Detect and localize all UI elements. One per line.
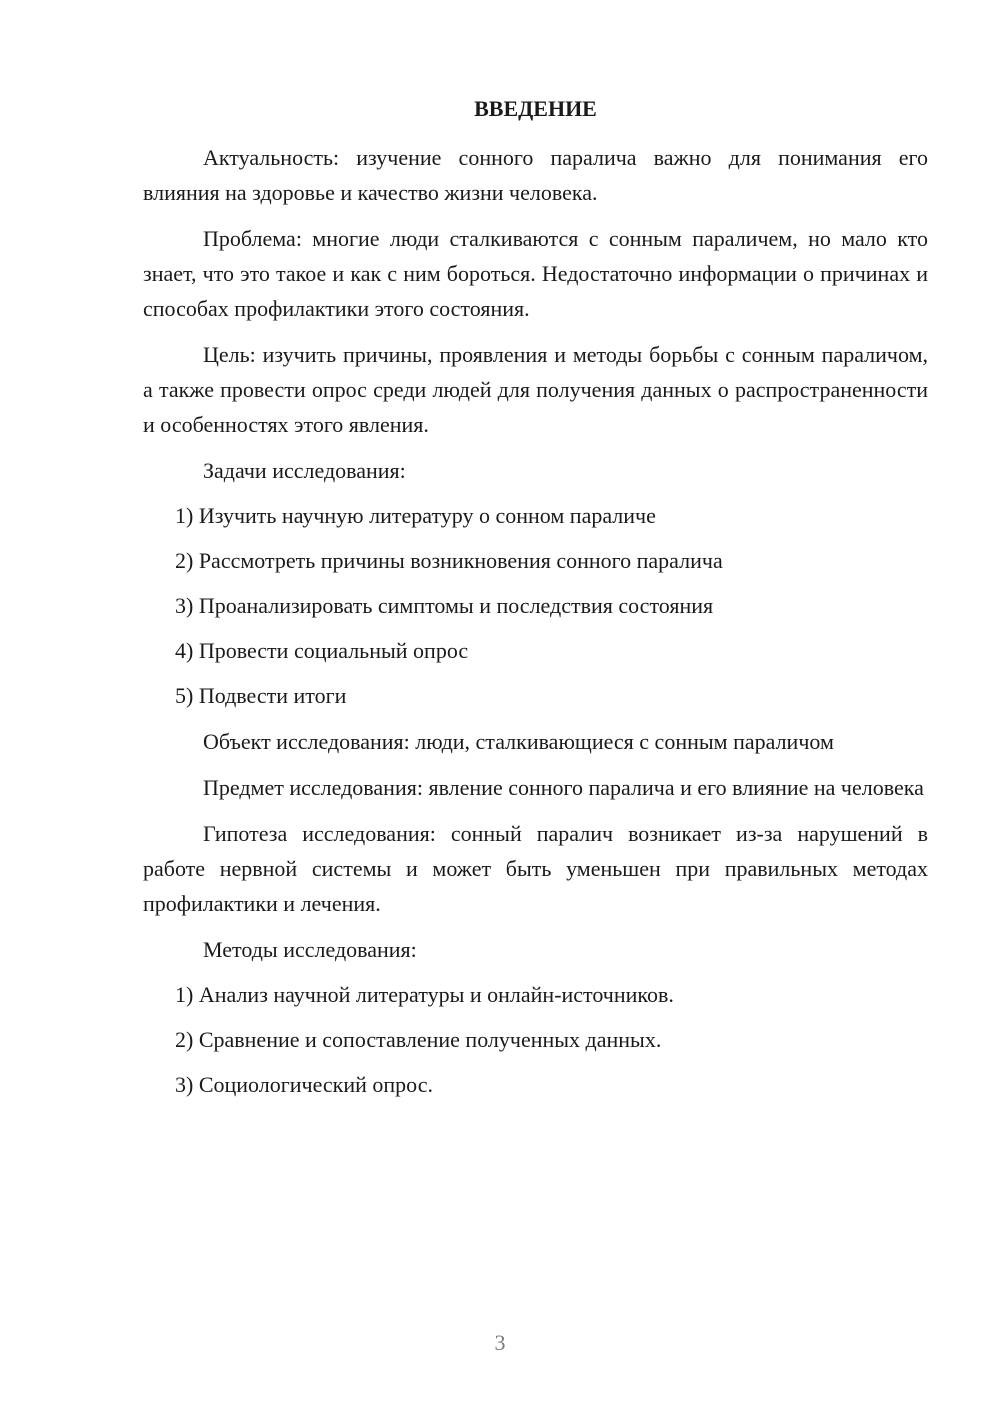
list-item: 1) Изучить научную литературу о сонном параличе bbox=[175, 503, 656, 528]
tasks-heading: Задачи исследования: bbox=[203, 458, 406, 483]
list-item: 5) Подвести итоги bbox=[175, 683, 347, 708]
page-title: ВВЕДЕНИЕ bbox=[474, 96, 597, 121]
document-page bbox=[143, 94, 928, 1113]
relevance-paragraph: Актуальность: изучение сонного паралича важно для понимания его влияния на здоровье и качество жизни человека. bbox=[143, 145, 928, 205]
list-item: 2) Рассмотреть причины возникновения сонного паралича bbox=[175, 548, 723, 573]
subject-paragraph: Предмет исследования: явление сонного паралича и его влияние на человека bbox=[203, 775, 924, 800]
hypothesis-paragraph: Гипотеза исследования: сонный паралич возникает из-за нарушений в работе нервной системы и может быть уменьшен при правильных методах профилактики и лечения. bbox=[143, 821, 928, 916]
list-item: 3) Проанализировать симптомы и последствия состояния bbox=[175, 593, 714, 618]
page-number: 3 bbox=[494, 1330, 506, 1355]
list-item: 2) Сравнение и сопоставление полученных данных. bbox=[175, 1027, 662, 1052]
goal-paragraph: Цель: изучить причины, проявления и методы борьбы с сонным параличом, а также провести опрос среди людей для получения данных о распространенности и особенностях этого явления. bbox=[143, 342, 928, 437]
methods-heading: Методы исследования: bbox=[203, 937, 417, 962]
list-item: 3) Социологический опрос. bbox=[175, 1072, 433, 1097]
methods-list bbox=[143, 977, 928, 1102]
list-item: 4) Провести социальный опрос bbox=[175, 638, 469, 663]
tasks-list bbox=[143, 498, 928, 713]
problem-paragraph: Проблема: многие люди сталкиваются с сонным параличем, но мало кто знает, что это такое и как с ним бороться. Недостаточно информации о причинах и способах профилактики этого состояния. bbox=[143, 226, 928, 321]
list-item: 1) Анализ научной литературы и онлайн-источников. bbox=[175, 982, 674, 1007]
object-paragraph: Объект исследования: люди, сталкивающиеся с сонным параличом bbox=[203, 729, 834, 754]
